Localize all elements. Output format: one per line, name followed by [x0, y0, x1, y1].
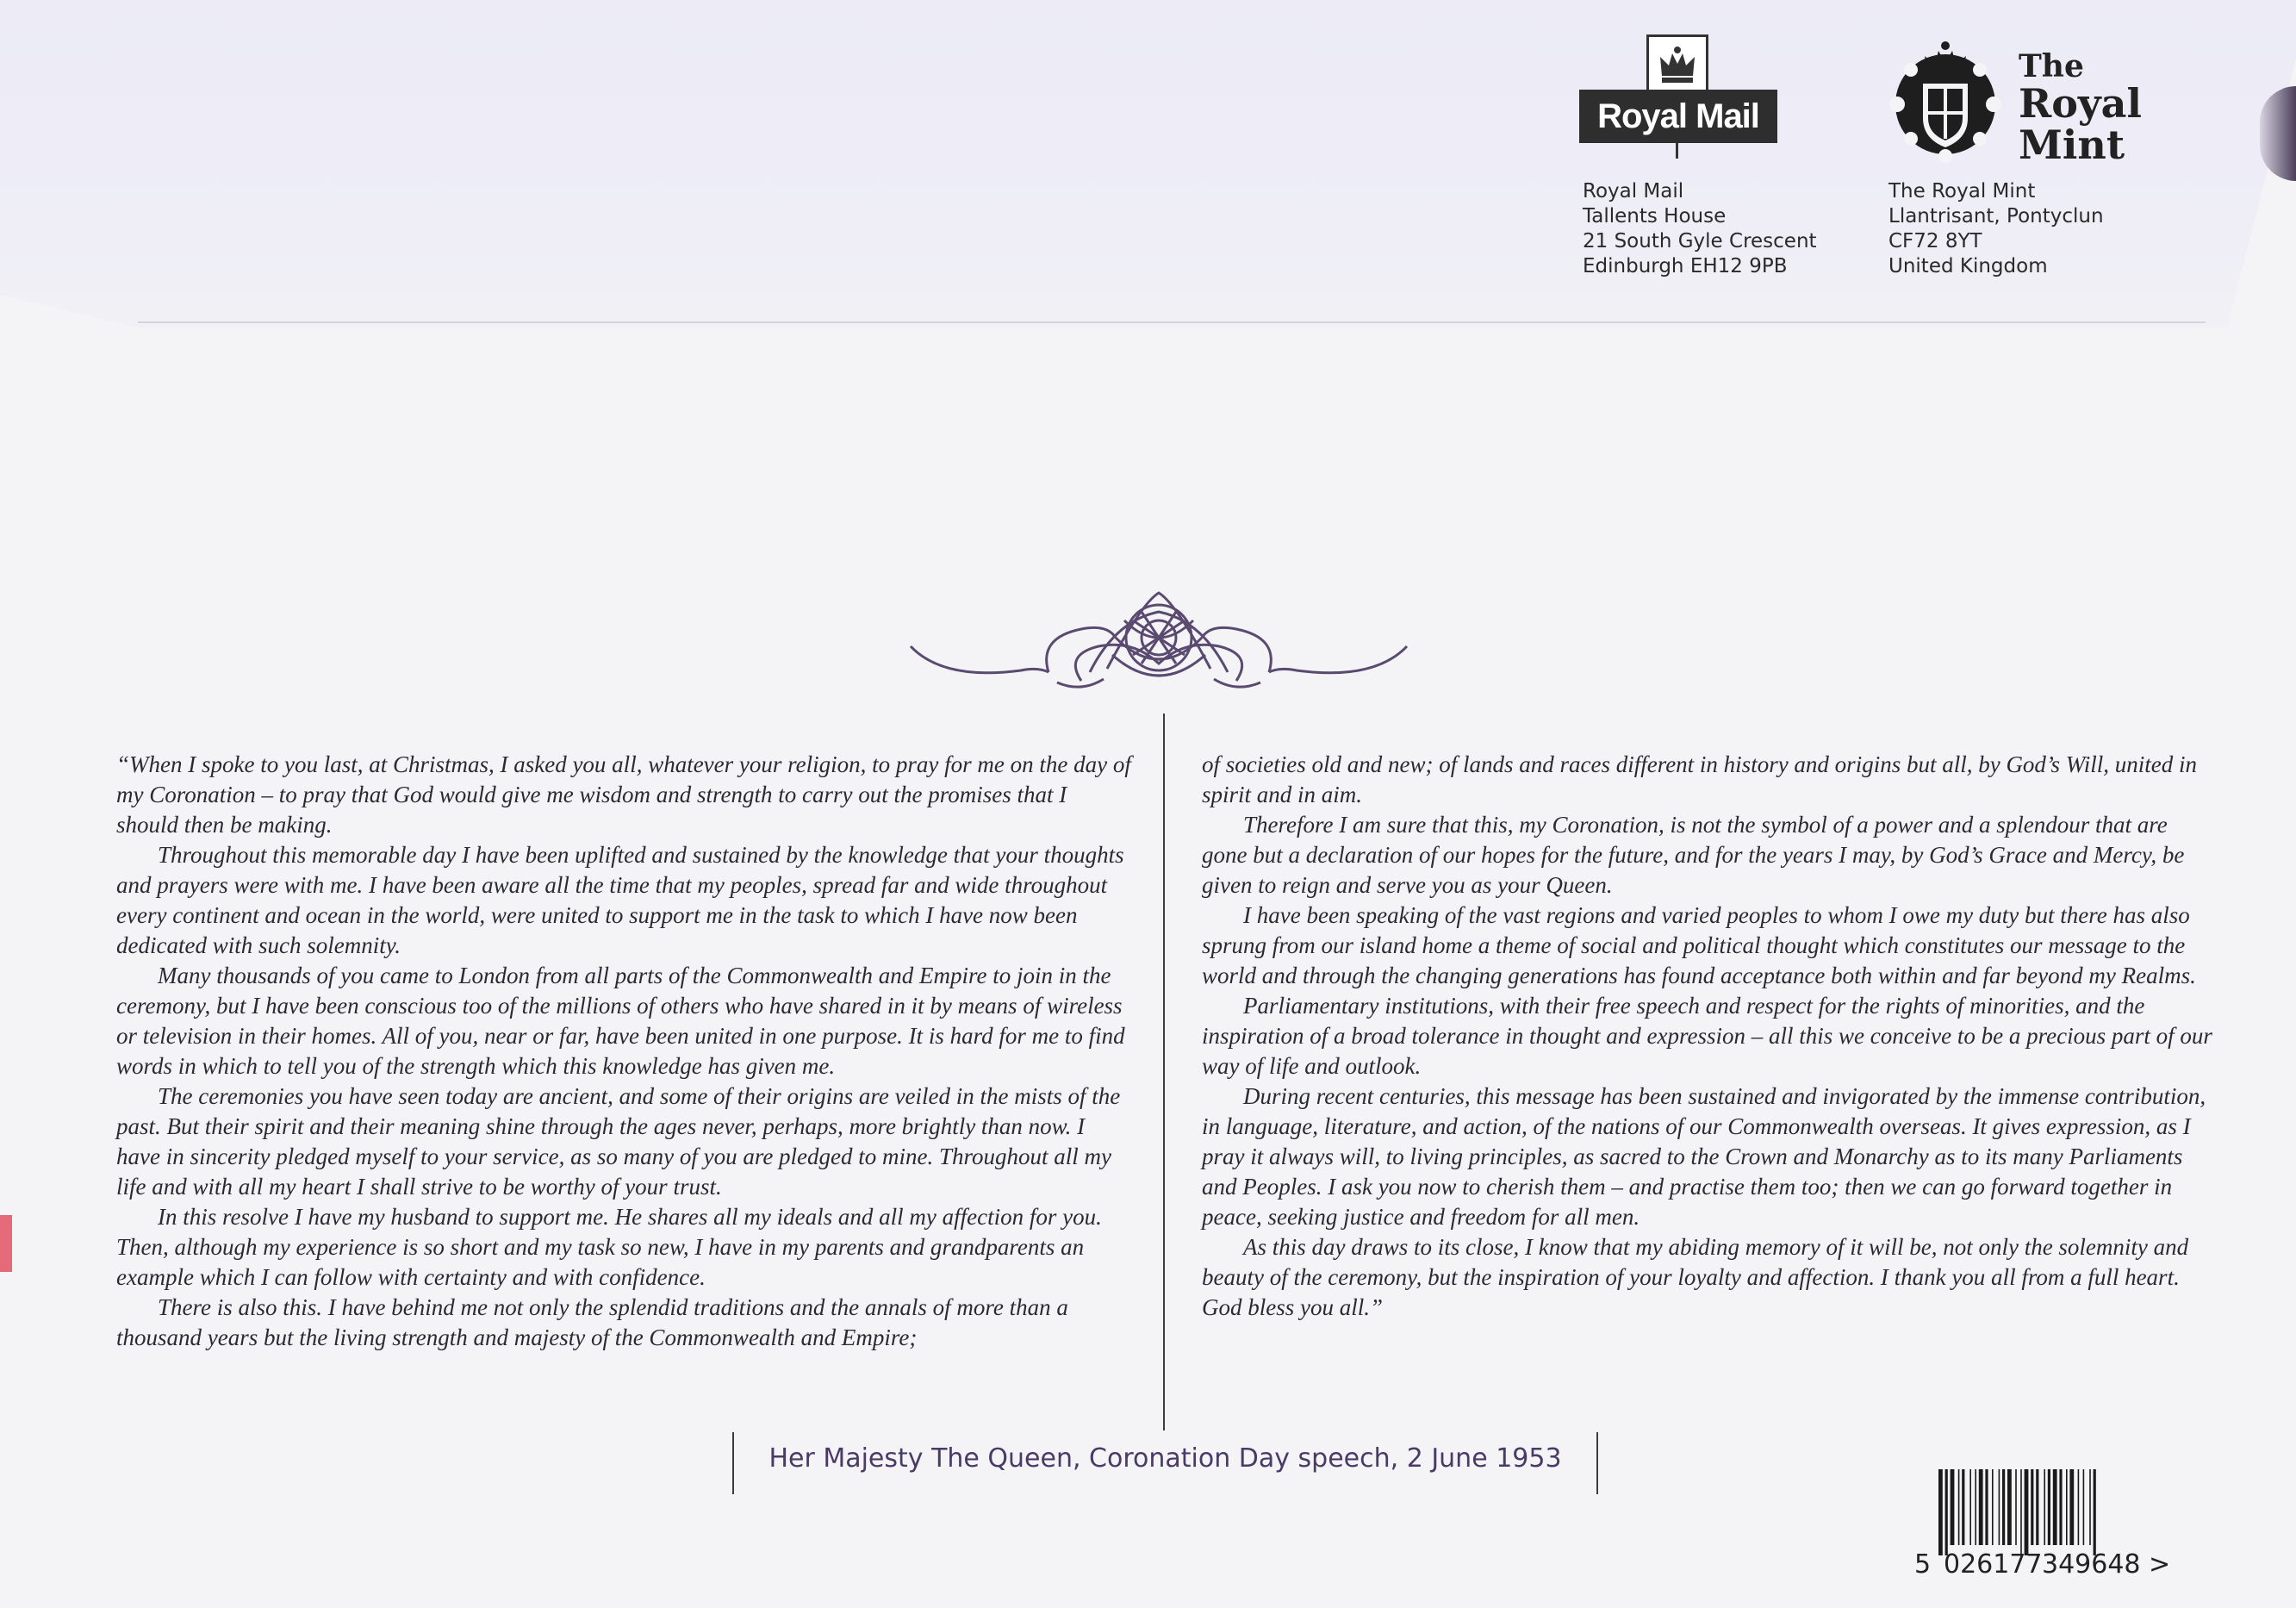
address-line: Tallents House	[1583, 205, 1727, 227]
royal-mail-logo	[1579, 34, 1777, 164]
barcode-bars	[1938, 1469, 2156, 1555]
speech-paragraph: Parliamentary institutions, with their free speech and respect for the rights of minorities, and the inspiration of a broad tolerance in thought and expression – all this we conceive to be a precious part of our way of life and outlook.	[1202, 993, 2212, 1079]
address-line: Llantrisant, Pontyclun	[1888, 205, 2104, 227]
barcode-bar	[2002, 1469, 2005, 1545]
barcode-bar	[2048, 1469, 2050, 1545]
barcode-bar	[2078, 1469, 2080, 1545]
barcode-bar	[1945, 1469, 1948, 1555]
address-line: Royal Mail	[1583, 180, 1684, 203]
mint-logo-royal: Royal	[2019, 80, 2142, 127]
speech-paragraph: Therefore I am sure that this, my Coronation, is not the symbol of a power and a splendour that are gone but a declaration of our hopes for the future, and for the years I may, by God’s Grace and Mercy, be given to reign and serve you as your Queen.	[1202, 812, 2185, 898]
speech-paragraph: During recent centuries, this message has been sustained and invigorated by the immense contribution, in language, literature, and action, of the nations of our Commonwealth overseas. It gives expression, as I pray it always will, to living principles, as sacred to the Crown and Monarchy as to its many Parliaments and Peoples. I ask you now to cherish them – and practise them too; then we can go forward together in peace, seeking justice and freedom for all men.	[1202, 1083, 2206, 1230]
logo-stem	[1676, 143, 1678, 159]
barcode-group-2: 349648	[2042, 1549, 2141, 1580]
barcode-bar	[1992, 1469, 1994, 1545]
barcode-bar	[2025, 1469, 2029, 1555]
barcode	[1914, 1469, 2173, 1581]
barcode-bar	[2031, 1469, 2033, 1545]
barcode-bar	[2094, 1469, 2096, 1555]
crown-icon	[1646, 34, 1708, 97]
royal-mint-logo	[1885, 39, 2144, 168]
address-line: 21 South Gyle Crescent	[1583, 230, 1817, 252]
barcode-bar	[2044, 1469, 2045, 1545]
barcode-bar	[2083, 1469, 2085, 1545]
speech-paragraph: I have been speaking of the vast regions and varied peoples to whom I owe my duty but there has also sprung from our island home a theme of social and political thought which constitutes our message to the world and through the changing generations has found acceptance both within and far beyond my Realms.	[1202, 902, 2196, 988]
speech-paragraph: Throughout this memorable day I have been uplifted and sustained by the knowledge that your thoughts and prayers were with me. I have been aware all the time that my peoples, spread far and wide throughout every continent and ocean in the world, were united to support me in the task to which I have now been dedicated with such solemnity.	[116, 842, 1124, 958]
flap-edge	[138, 321, 2206, 323]
barcode-bar	[1985, 1469, 1988, 1545]
barcode-bar	[1975, 1469, 1976, 1545]
address-line: CF72 8YT	[1888, 230, 1982, 252]
royal-mail-address	[1583, 179, 1817, 279]
mint-logo-mint: Mint	[2019, 122, 2125, 168]
barcode-group-1: 026177	[1944, 1549, 2043, 1580]
speech-paragraph: In this resolve I have my husband to support me. He shares all my ideals and all my affection for you. Then, although my experience is so short and my task so new, I have in my parents and grandparents an example which I can follow with certainty and with confidence.	[116, 1204, 1102, 1290]
speech-paragraph: There is also this. I have behind me not only the splendid traditions and the annals of more than a thousand years but the living strength and majesty of the Commonwealth and Empire;	[116, 1294, 1068, 1350]
barcode-bar	[1951, 1469, 1955, 1545]
barcode-bar	[2089, 1469, 2091, 1545]
caption-bar-right	[1596, 1432, 1598, 1494]
barcode-bar	[2069, 1469, 2074, 1545]
speech-column-left	[116, 750, 1133, 1353]
address-line: The Royal Mint	[1888, 180, 2036, 203]
royal-mail-logo-text: Royal Mail	[1579, 90, 1777, 143]
speech-paragraph: The ceremonies you have seen today are ancient, and some of their origins are veiled in the mists of the past. But their spirit and their meaning shine through the ages never, perhaps, more brightly than now. I have in sincerity pledged myself to your service, as so many of you are pledged to mine. Throughout all my life and with all my heart I shall strive to be worthy of your trust.	[116, 1083, 1121, 1200]
barcode-bar	[1979, 1469, 1983, 1545]
speech-paragraph: Many thousands of you came to London from all parts of the Commonwealth and Empire to join in the ceremony, but I have been conscious too of the millions of others who have shared in it by means of wireless or television in their homes. All of you, near or far, have been united in one purpose. It is hard for me to find words in which to tell you of the strength which this knowledge has given me.	[116, 963, 1125, 1079]
address-line: Edinburgh EH12 9PB	[1583, 255, 1788, 277]
barcode-bar	[1958, 1469, 1960, 1545]
speech-column-right	[1202, 750, 2214, 1323]
speech-caption: Her Majesty The Queen, Coronation Day speech, 2 June 1953	[768, 1443, 1562, 1474]
barcode-bar	[1962, 1469, 1964, 1545]
barcode-bar	[1938, 1469, 1943, 1555]
barcode-bar	[2053, 1469, 2057, 1545]
barcode-bar	[2066, 1469, 2068, 1545]
barcode-bar	[1969, 1469, 1971, 1545]
royal-arms-icon	[1885, 39, 2006, 164]
address-line: United Kingdom	[1888, 255, 2048, 277]
ornament-flourish-icon	[909, 586, 1409, 698]
barcode-bar	[1999, 1469, 2000, 1545]
speech-paragraph: of societies old and new; of lands and races different in history and origins but all, by God’s Will, united in spirit and in aim.	[1202, 751, 2197, 807]
speech-paragraph: As this day draws to its close, I know that my abiding memory of it will be, not only the solemnity and beauty of the ceremony, but the inspiration of your loyalty and affection. I thank you all from a full heart. God bless you all.”	[1202, 1234, 2189, 1320]
barcode-bar	[2059, 1469, 2062, 1545]
red-tab	[0, 1215, 12, 1272]
mint-logo-the: The	[2019, 48, 2084, 84]
barcode-lead-digit: 5	[1914, 1549, 1932, 1580]
barcode-bar	[2020, 1469, 2022, 1555]
barcode-bar	[2015, 1469, 2017, 1545]
speech-paragraph: “When I spoke to you last, at Christmas, I asked you all, whatever your religion, to pray for me on the day of my Coronation – to pray that God would give me wisdom and strength to carry out the promises that I should then be making.	[116, 751, 1131, 838]
royal-mint-address	[1888, 179, 2104, 279]
barcode-bar	[2036, 1469, 2038, 1545]
column-divider	[1163, 714, 1165, 1430]
barcode-bar	[2007, 1469, 2012, 1545]
barcode-arrow: >	[2149, 1549, 2171, 1580]
